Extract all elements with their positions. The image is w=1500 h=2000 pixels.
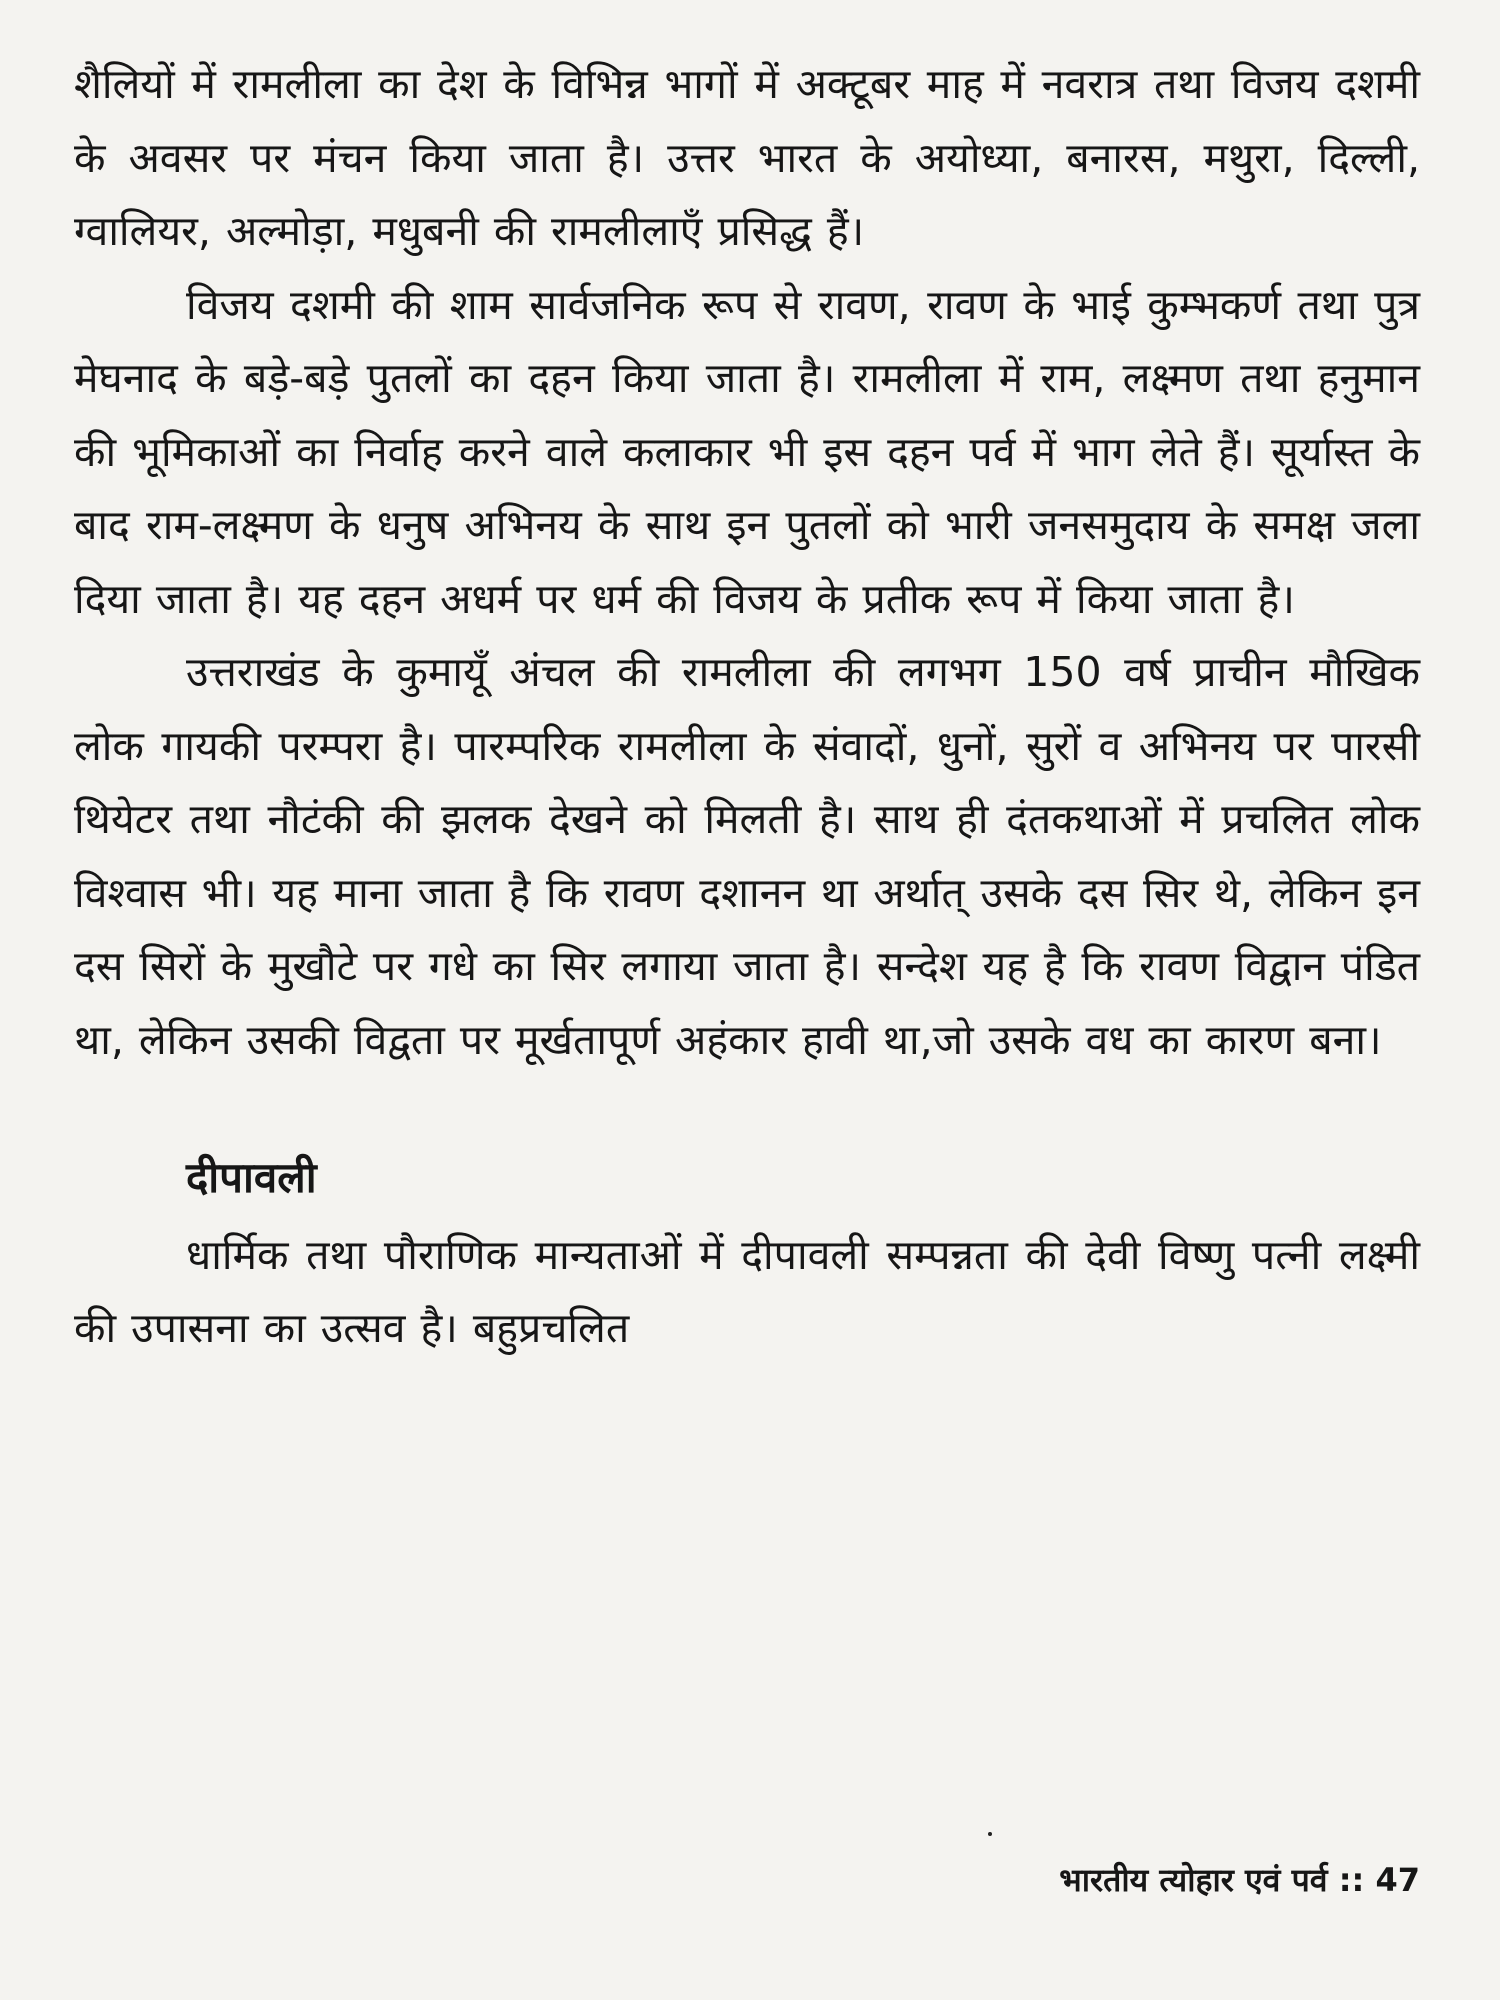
page-footer: [1059, 1858, 1420, 1902]
page-number: 47: [1375, 1861, 1420, 1899]
footer-book-title: भारतीय त्योहार एवं पर्व: [1059, 1861, 1328, 1899]
footer-separator: ::: [1338, 1861, 1365, 1899]
print-speck: [988, 1832, 992, 1836]
section-heading: दीपावली: [186, 1153, 317, 1202]
paragraph-1: शैलियों में रामलीला का देश के विभिन्न भागों में अक्टूबर माह में नवरात्र तथा विजय दशमी के अवसर पर मंचन किया जाता है। उत्तर भारत के अयोध्या, बनारस, मथुरा, दिल्ली, ग्वालियर, अल्मोड़ा, मधुबनी की रामलीलाएँ प्रसिद्ध हैं।: [74, 60, 1420, 255]
paragraph-4: धार्मिक तथा पौराणिक मान्यताओं में दीपावली सम्पन्नता की देवी विष्णु पत्नी लक्ष्मी की उपासना का उत्सव है। बहुप्रचलित: [74, 1230, 1420, 1352]
paragraph-2: विजय दशमी की शाम सार्वजनिक रूप से रावण, रावण के भाई कुम्भकर्ण तथा पुत्र मेघनाद के बड़े-बड़े पुतलों का दहन किया जाता है। रामलीला में राम, लक्ष्मण तथा हनुमान की भूमिकाओं का निर्वाह करने वाले कलाकार भी इस दहन पर्व में भाग लेते हैं। सूर्यास्त के बाद राम-लक्ष्मण के धनुष अभिनय के साथ इन पुतलों को भारी जनसमुदाय के समक्ष जला दिया जाता है। यह दहन अधर्म पर धर्म की विजय के प्रतीक रूप में किया जाता है।: [74, 280, 1420, 623]
paragraph-3: उत्तराखंड के कुमायूँ अंचल की रामलीला की लगभग 150 वर्ष प्राचीन मौखिक लोक गायकी परम्परा है। पारम्परिक रामलीला के संवादों, धुनों, सुरों व अभिनय पर पारसी थियेटर तथा नौटंकी की झलक देखने को मिलती है। साथ ही दंतकथाओं में प्रचलित लोक विश्वास भी। यह माना जाता है कि रावण दशानन था अर्थात् उसके दस सिर थे, लेकिन इन दस सिरों के मुखौटे पर गधे का सिर लगाया जाता है। सन्देश यह है कि रावण विद्वान पंडित था, लेकिन उसकी विद्वता पर मूर्खतापूर्ण अहंकार हावी था,जो उसके वध का कारण बना।: [74, 648, 1420, 1064]
